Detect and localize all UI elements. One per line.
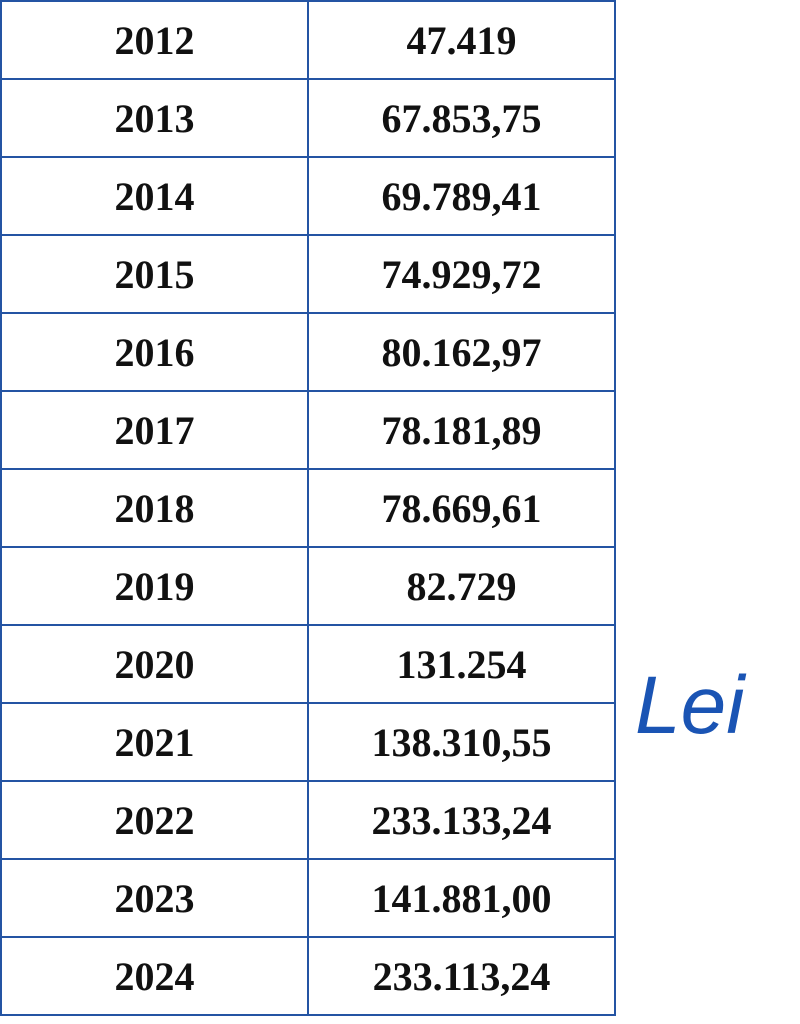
table-row xyxy=(1,781,615,859)
year-cell: 2023 xyxy=(1,859,308,937)
table-row xyxy=(1,391,615,469)
table-row xyxy=(1,859,615,937)
year-cell: 2021 xyxy=(1,703,308,781)
table-row xyxy=(1,547,615,625)
table-row xyxy=(1,469,615,547)
table-row xyxy=(1,157,615,235)
year-cell: 2019 xyxy=(1,547,308,625)
table-row xyxy=(1,313,615,391)
value-cell: 74.929,72 xyxy=(308,235,615,313)
year-cell: 2024 xyxy=(1,937,308,1015)
value-cell: 67.853,75 xyxy=(308,79,615,157)
table-row xyxy=(1,625,615,703)
year-cell: 2012 xyxy=(1,1,308,79)
value-cell: 69.789,41 xyxy=(308,157,615,235)
value-cell: 138.310,55 xyxy=(308,703,615,781)
year-cell: 2016 xyxy=(1,313,308,391)
table-row xyxy=(1,235,615,313)
value-cell: 233.133,24 xyxy=(308,781,615,859)
year-cell: 2020 xyxy=(1,625,308,703)
value-cell: 131.254 xyxy=(308,625,615,703)
table-row xyxy=(1,703,615,781)
year-cell: 2022 xyxy=(1,781,308,859)
value-cell: 78.181,89 xyxy=(308,391,615,469)
value-cell: 78.669,61 xyxy=(308,469,615,547)
year-cell: 2014 xyxy=(1,157,308,235)
value-cell: 233.113,24 xyxy=(308,937,615,1015)
year-cell: 2017 xyxy=(1,391,308,469)
year-cell: 2013 xyxy=(1,79,308,157)
value-cell: 80.162,97 xyxy=(308,313,615,391)
table-row xyxy=(1,937,615,1015)
table-row xyxy=(1,1,615,79)
year-cell: 2015 xyxy=(1,235,308,313)
value-cell: 141.881,00 xyxy=(308,859,615,937)
value-cell: 82.729 xyxy=(308,547,615,625)
year-cell: 2018 xyxy=(1,469,308,547)
table-row xyxy=(1,79,615,157)
currency-label: Lei xyxy=(635,660,745,751)
value-cell: 47.419 xyxy=(308,1,615,79)
